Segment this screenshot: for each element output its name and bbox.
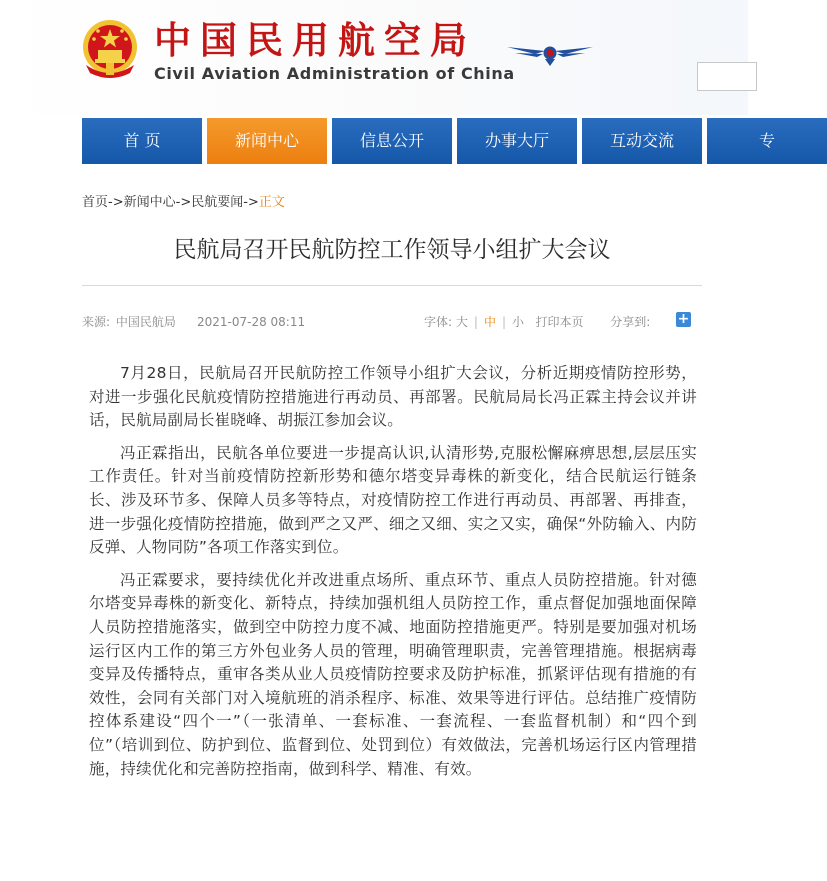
article-paragraph: 7月28日，民航局召开民航防控工作领导小组扩大会议，分析近期疫情防控形势，对进一步强化民航疫情防控措施进行再动员、再部署。民航局局长冯正霖主持会议并讲话，民航局副局长崔晓峰、胡振江参加会议。 — [89, 364, 697, 430]
font-size-small-button[interactable]: 小 — [512, 315, 525, 329]
nav-item-service-hall[interactable]: 办事大厅 — [457, 118, 577, 164]
title-divider — [82, 285, 702, 286]
breadcrumb-home[interactable]: 首页 — [82, 195, 109, 210]
nav-item-special[interactable]: 专 — [707, 118, 827, 164]
nav-item-interaction[interactable]: 互动交流 — [582, 118, 702, 164]
site-header — [0, 0, 748, 115]
national-emblem-icon[interactable] — [80, 19, 140, 81]
font-size-medium-button[interactable]: 中 — [483, 315, 496, 329]
article-body — [89, 362, 697, 790]
site-title-cn: 中国民用航空局 — [154, 19, 476, 62]
article-source: 中国民航局 — [115, 315, 176, 329]
breadcrumb-section[interactable]: 民航要闻 — [191, 195, 244, 210]
main-nav — [82, 118, 775, 164]
breadcrumb-separator: -> — [108, 195, 124, 210]
article-title: 民航局召开民航防控工作领导小组扩大会议 — [173, 237, 611, 263]
font-size-label: 字体: — [424, 315, 453, 329]
article-tools: 字体: 大 | 中 | 小 打印本页 分享到: — [424, 315, 651, 329]
breadcrumb-separator: -> — [175, 195, 192, 210]
article-date: 2021-07-28 08:11 — [196, 315, 306, 329]
article-paragraph: 冯正霖指出，民航各单位要进一步提高认识,认清形势,克服松懈麻痹思想,层层压实工作责任。针对当前疫情防控新形势和德尔塔变异毒株的新变化，结合民航运行链条长、涉及环节多、保障人员多等特点，对疫情防控工作进行再动员、再部署、再排查，进一步强化疫情防控措施，做到严之又严、细之又细、实之又实，确保“外防输入、内防反弹、人物同防”各项工作落实到位。 — [89, 443, 697, 557]
share-label: 分享到: — [610, 315, 651, 329]
breadcrumb — [82, 191, 285, 210]
breadcrumb-separator: -> — [243, 195, 259, 210]
caac-wings-logo-icon — [505, 39, 595, 67]
nav-item-info-disclosure[interactable]: 信息公开 — [332, 118, 452, 164]
breadcrumb-current: 正文 — [258, 195, 285, 210]
breadcrumb-news-center[interactable]: 新闻中心 — [123, 195, 176, 210]
nav-item-news-center[interactable]: 新闻中心 — [207, 118, 327, 164]
plus-share-icon[interactable]: + — [677, 311, 690, 327]
article-paragraph: 冯正霖要求，要持续优化并改进重点场所、重点环节、重点人员防控措施。针对德尔塔变异毒株的新变化、新特点，持续加强机组人员防控工作，重点督促加强地面保障人员防控措施落实，做到空中防控力度不减、地面防控措施更严。特别是要加强对机场运行区内工作的第三方外包业务人员的管理，明确管理职责，完善管理措施。根据病毒变异及传播特点，重审各类从业人员疫情防控要求及防护标准，抓紧评估现有措施的有效性，会同有关部门对入境航班的消杀程序、标准、效果等进行评估。总结推广疫情防控体系建设“四个一”（一张清单、一套标准、一套流程、一套监督机制）和“四个到位”（培训到位、防护到位、监督到位、处罚到位）有效做法，完善机场运行区内管理措施，持续优化和完善防控指南，做到科学、精准、有效。 — [89, 570, 697, 778]
nav-item-home[interactable]: 首 页 — [82, 118, 202, 164]
search-input[interactable] — [697, 62, 757, 91]
site-title-en: Civil Aviation Administration of China — [154, 64, 515, 83]
article-meta — [82, 313, 307, 330]
source-label: 来源: — [82, 315, 111, 329]
print-button[interactable]: 打印本页 — [535, 315, 584, 329]
font-size-large-button[interactable]: 大 — [455, 315, 468, 329]
